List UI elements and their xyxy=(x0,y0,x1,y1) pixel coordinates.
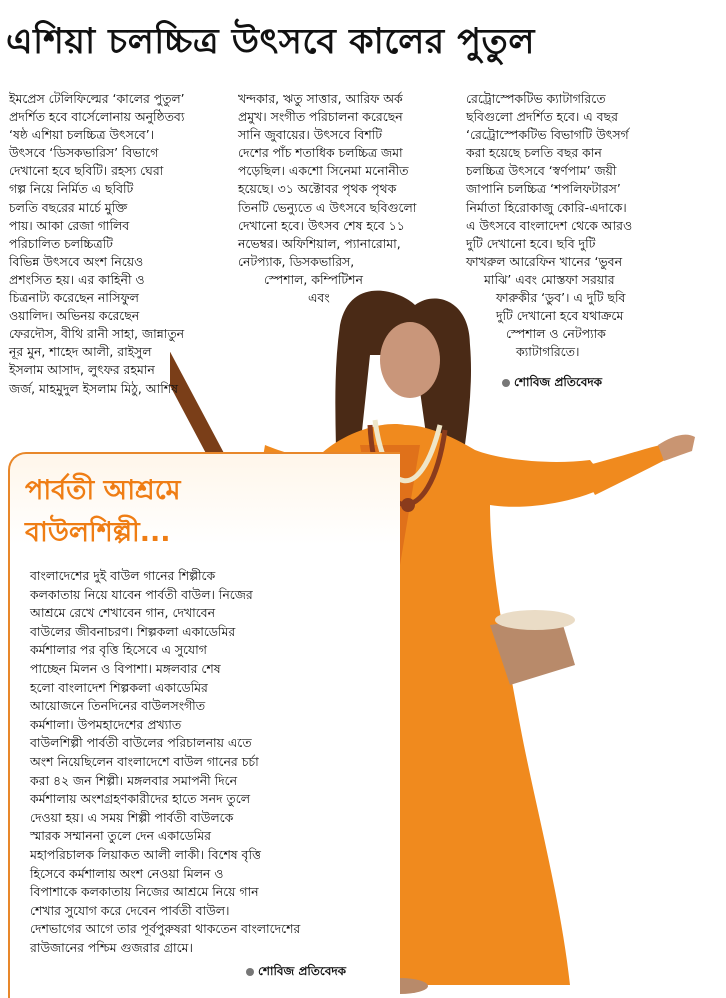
text-line: হলো বাংলাদেশ শিল্পকলা একাডেমির xyxy=(30,679,208,695)
text-line: আশ্রমে রেখে শেখাবেন গান, দেখাবেন xyxy=(30,605,215,621)
text-line: জাপানি চলচ্চিত্র ‘শপলিফটারস’ xyxy=(466,181,621,197)
text-line: নির্মাতা হিরোকাজু কোরি-এদাকে। xyxy=(466,199,627,215)
text-line: চলচ্চিত্র উৎসবে ‘স্বর্ণপাম’ জয়ী xyxy=(466,163,617,179)
text-line: দেশের পাঁচ শতাধিক চলচ্চিত্র জমা xyxy=(238,145,403,161)
article2-body xyxy=(30,567,390,957)
text-line: খন্দকার, ঋতু সাত্তার, আরিফ অর্ক xyxy=(238,91,403,106)
text-line: কর্মশালা। উপমহাদেশের প্রখ্যাত xyxy=(30,716,182,732)
text-line: কর্মশালার পর বৃত্তি হিসেবে এ সুযোগ xyxy=(30,642,207,658)
text-line: এবং xyxy=(308,290,330,306)
text-line: ফারুকীর ‘ডুব’। এ দুটি ছবি xyxy=(496,290,626,306)
text-line: চিত্রনাট্য করেছেন নাসিফুল xyxy=(9,290,139,306)
text-line: বাউলের জীবনাচরণ। শিল্পকলা একাডেমির xyxy=(30,623,236,639)
text-line: পরিচালিত চলচ্চিত্রটি xyxy=(9,235,113,251)
text-line: প্রদর্শিত হবে বার্সেলোনায় অনুষ্ঠিতব্য xyxy=(9,109,185,125)
text-line: দেখানো হবে ছবিটি। রহস্য ঘেরা xyxy=(9,163,164,179)
text-line: কর্মশালায় অংশগ্রহণকারীদের হাতে সনদ তুলে xyxy=(30,791,250,807)
text-line: আয়োজনে তিনদিনের বাউলসংগীত xyxy=(30,698,205,714)
article1-byline xyxy=(502,374,602,394)
article2-title-line2: বাউলশিল্পী... xyxy=(25,517,171,548)
text-line: সানি জুবায়ের। উৎসবে বিশটি xyxy=(238,127,383,143)
text-line: বাংলাদেশের দুই বাউল গানের শিল্পীকে xyxy=(30,568,216,583)
text-line: দেওয়া হয়। এ সময় শিল্পী পার্বতী বাউলকে xyxy=(30,809,234,825)
text-line: নভেম্বর। অফিশিয়াল, প্যানারোমা, xyxy=(238,235,401,251)
text-line: স্পেশাল ও নেটপ্যাক xyxy=(506,326,606,342)
byline-text: শোবিজ প্রতিবেদক xyxy=(258,964,347,978)
text-line: উৎসবে ‘ডিসকভারিস’ বিভাগে xyxy=(9,145,159,161)
text-line: হিসেবে কর্মশালায় অংশ নেওয়া মিলন ও xyxy=(30,865,224,881)
text-line: করা হয়েছে চলতি বছর কান xyxy=(466,145,602,161)
text-line: প্রশংসিত হয়। এর কাহিনী ও xyxy=(9,271,145,287)
text-line: পাচ্ছেন মিলন ও বিপাশা। মঙ্গলবার শেষ xyxy=(30,660,221,676)
text-line: চলতি বছরের মার্চে মুক্তি xyxy=(9,199,128,215)
text-line: নেটপ্যাক, ডিসকভারিস, xyxy=(238,253,355,269)
text-line: দেখানো হবে। উৎসব শেষ হবে ১১ xyxy=(238,217,405,233)
text-line: হয়েছে। ৩১ অক্টোবর পৃথক পৃথক xyxy=(238,181,397,197)
text-line: গল্প নিয়ে নির্মিত এ ছবিটি xyxy=(9,181,134,197)
text-line: রাউজানের পশ্চিম গুজরার গ্রামে। xyxy=(30,939,193,955)
text-line: দেশভাগের আগে তার পূর্বপুরুষরা থাকতেন বাংলাদেশের xyxy=(30,921,301,937)
text-line: ক্যাটাগরিতে। xyxy=(516,344,580,360)
text-line: ‘ষষ্ঠ এশিয়া চলচ্চিত্র উৎসবে’। xyxy=(9,127,155,143)
text-line: জর্জ, মাহমুদুল ইসলাম মিঠু, আশিষ xyxy=(9,380,178,396)
text-line: দুটি দেখানো হবে যথাক্রমে xyxy=(496,308,624,324)
text-line: ‘রেট্রোস্পেকটিভ বিভাগটি উৎসর্গ xyxy=(466,127,629,143)
text-line: কলকাতায় নিয়ে যাবেন পার্বতী বাউল। নিজের xyxy=(30,586,253,602)
article2-title-line1: পার্বতী আশ্রমে xyxy=(25,475,181,506)
text-line: স্মারক সম্মাননা তুলে দেন একাডেমির xyxy=(30,828,211,844)
byline-text: শোবিজ প্রতিবেদক xyxy=(514,375,603,389)
text-line: প্রমুখ। সংগীত পরিচালনা করেছেন xyxy=(238,109,403,125)
text-line: ফাখরুল আরেফিন খানের ‘ভুবন xyxy=(466,253,622,269)
text-line: নূর মুন, শাহেদ আলী, রাইসুল xyxy=(9,344,152,360)
bullet-icon xyxy=(246,968,254,976)
text-line: মহাপরিচালক লিয়াকত আলী লাকী। বিশেষ বৃত্তি xyxy=(30,846,261,862)
text-line: বাউলশিল্পী পার্বতী বাউলের পরিচালনায় এতে xyxy=(30,735,252,751)
text-line: দুটি দেখানো হবে। ছবি দুটি xyxy=(466,235,596,251)
text-line: ফেরদৌস, বীথি রানী সাহা, জান্নাতুন xyxy=(9,326,185,342)
text-line: বিভিন্ন উৎসবে অংশ নিয়েও xyxy=(9,253,144,269)
text-line: করা ৪২ জন শিল্পী। মঙ্গলবার সমাপনী দিনে xyxy=(30,772,238,788)
headline: এশিয়া চলচ্চিত্র উৎসবে কালের পুতুল xyxy=(6,22,535,62)
text-line: তিনটি ভেন্যুতে এ উৎসবে ছবিগুলো xyxy=(238,199,417,215)
article1-column-3 xyxy=(466,90,721,361)
text-line: বিপাশাকে কলকাতায় নিজের আশ্রমে নিয়ে গান xyxy=(30,884,259,900)
article1-column-1 xyxy=(9,90,234,398)
text-line: ছবিগুলো প্রদর্শিত হবে। এ বছর xyxy=(466,109,618,125)
text-line: রেট্রোস্পেকটিভ ক্যাটাগরিতে xyxy=(466,91,606,106)
bullet-icon xyxy=(502,379,510,387)
article2-byline xyxy=(246,963,346,983)
text-line: অংশ নিয়েছিলেন বাংলাদেশে বাউল গানের চর্চা xyxy=(30,753,259,769)
text-line: ইমপ্রেস টেলিফিল্মের ‘কালের পুতুল’ xyxy=(9,91,185,106)
text-line: পায়। আকা রেজা গালিব xyxy=(9,217,130,233)
text-line: ওয়ালিদ। অভিনয় করেছেন xyxy=(9,308,140,324)
text-line: শেখার সুযোগ করে দেবেন পার্বতী বাউল। xyxy=(30,902,230,918)
article1-column-2 xyxy=(238,90,456,307)
text-line: স্পেশাল, কম্পিটিশন xyxy=(264,271,363,287)
text-line: মাঝি’ এবং মোস্তফা সরয়ার xyxy=(484,271,615,287)
text-line: ইসলাম আসাদ, লুৎফর রহমান xyxy=(9,362,155,378)
text-line: এ উৎসবে বাংলাদেশ থেকে আরও xyxy=(466,217,633,233)
text-line: পড়েছিল। একশো সিনেমা মনোনীত xyxy=(238,163,409,179)
